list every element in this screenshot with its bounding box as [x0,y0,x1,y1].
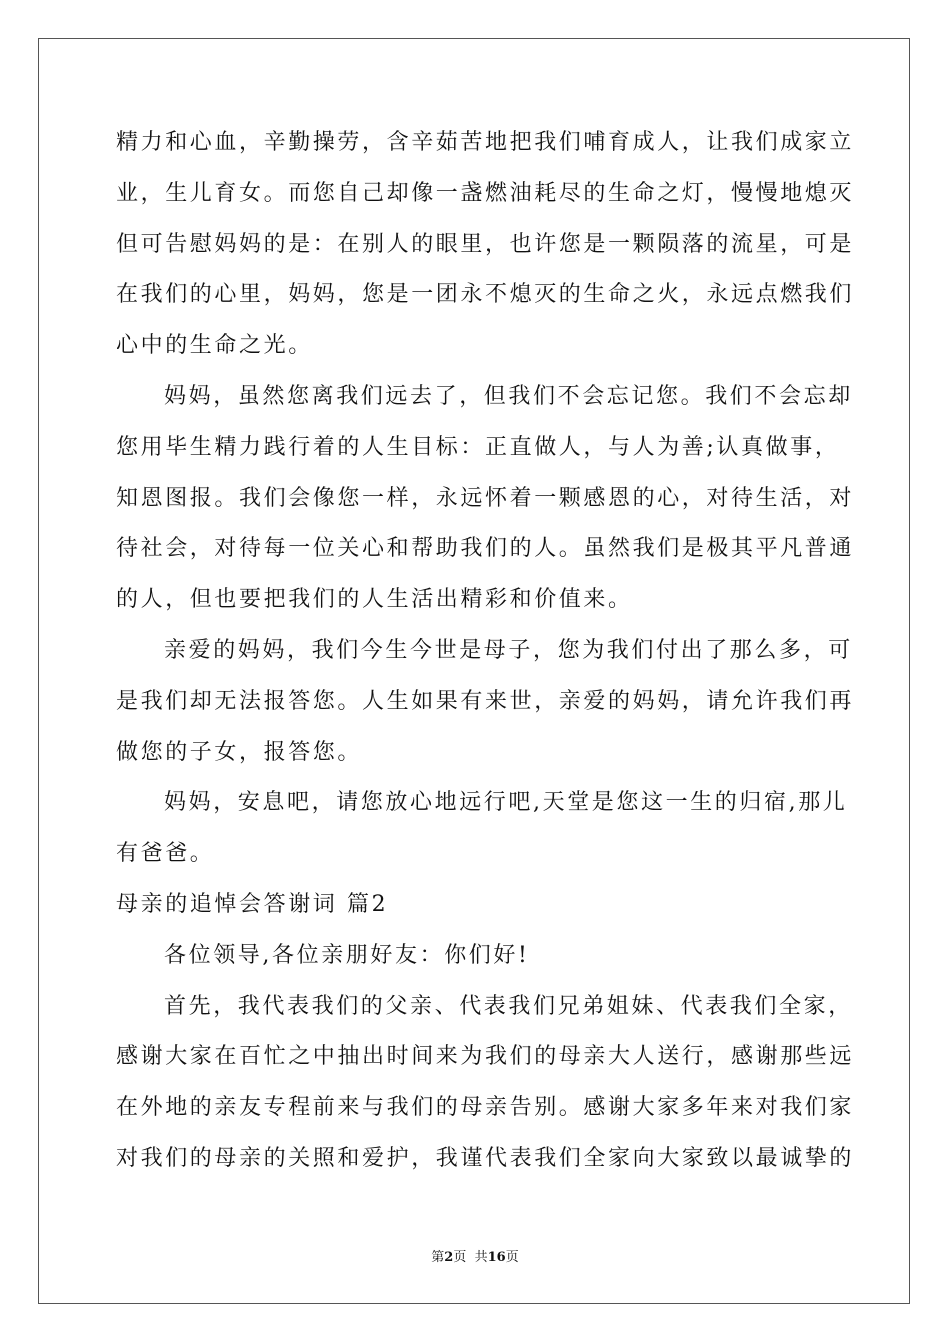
text-line: 是我们却无法报答您。人生如果有来世，亲爱的妈妈，请允许我们再 [116,688,855,714]
text-line: 待社会，对待每一位关心和帮助我们的人。虽然我们是极其平凡普通 [116,536,855,562]
footer-suffix: 页 [505,1250,519,1265]
text-line: 业，生儿育女。而您自己却像一盏燃油耗尽的生命之灯，慢慢地熄灭 [116,180,855,206]
text-line: 感谢大家在百忙之中抽出时间来为我们的母亲大人送行，感谢那些远 [116,1044,855,1070]
text-line: 各位领导,各位亲朋好友：你们好! [164,942,530,968]
text-line: 首先，我代表我们的父亲、代表我们兄弟姐妹、代表我们全家， [164,993,853,1019]
text-line: 精力和心血，辛勤操劳，含辛茹苦地把我们哺育成人，让我们成家立 [116,130,855,155]
footer-page-number: 2 [444,1250,454,1265]
text-line: 在我们的心里，妈妈，您是一团永不熄灭的生命之火，永远点燃我们 [116,282,855,308]
page-footer [0,1246,950,1265]
footer-mid: 页 共 [453,1250,488,1265]
text-line: 的人，但也要把我们的人生活出精彩和价值来。 [116,587,633,613]
document-body [116,118,855,1185]
text-line: 在外地的亲友专程前来与我们的母亲告别。感谢大家多年来对我们家 [116,1095,855,1121]
text-line: 妈妈，安息吧，请您放心地远行吧,天堂是您这一生的归宿,那儿 [164,790,848,816]
text-line: 亲爱的妈妈，我们今生今世是母子，您为我们付出了那么多，可 [164,637,853,663]
text-line: 有爸爸。 [116,841,215,867]
text-line: 对我们的母亲的关照和爱护，我谨代表我们全家向大家致以最诚挚的 [116,1145,855,1171]
text-line: 做您的子女，报答您。 [116,739,363,765]
text-line: 妈妈，虽然您离我们远去了，但我们不会忘记您。我们不会忘却 [164,383,853,409]
text-line: 但可告慰妈妈的是：在别人的眼里，也许您是一颗陨落的流星，可是 [116,231,855,257]
text-line: 知恩图报。我们会像您一样，永远怀着一颗感恩的心，对待生活，对 [116,485,855,511]
text-line: 您用毕生精力践行着的人生目标：正直做人，与人为善;认真做事， [116,434,840,460]
footer-total-pages: 16 [487,1250,506,1265]
text-line: 心中的生命之光。 [116,333,313,359]
text-line: 母亲的追悼会答谢词 篇2 [116,891,389,917]
footer-prefix: 第 [431,1250,445,1265]
